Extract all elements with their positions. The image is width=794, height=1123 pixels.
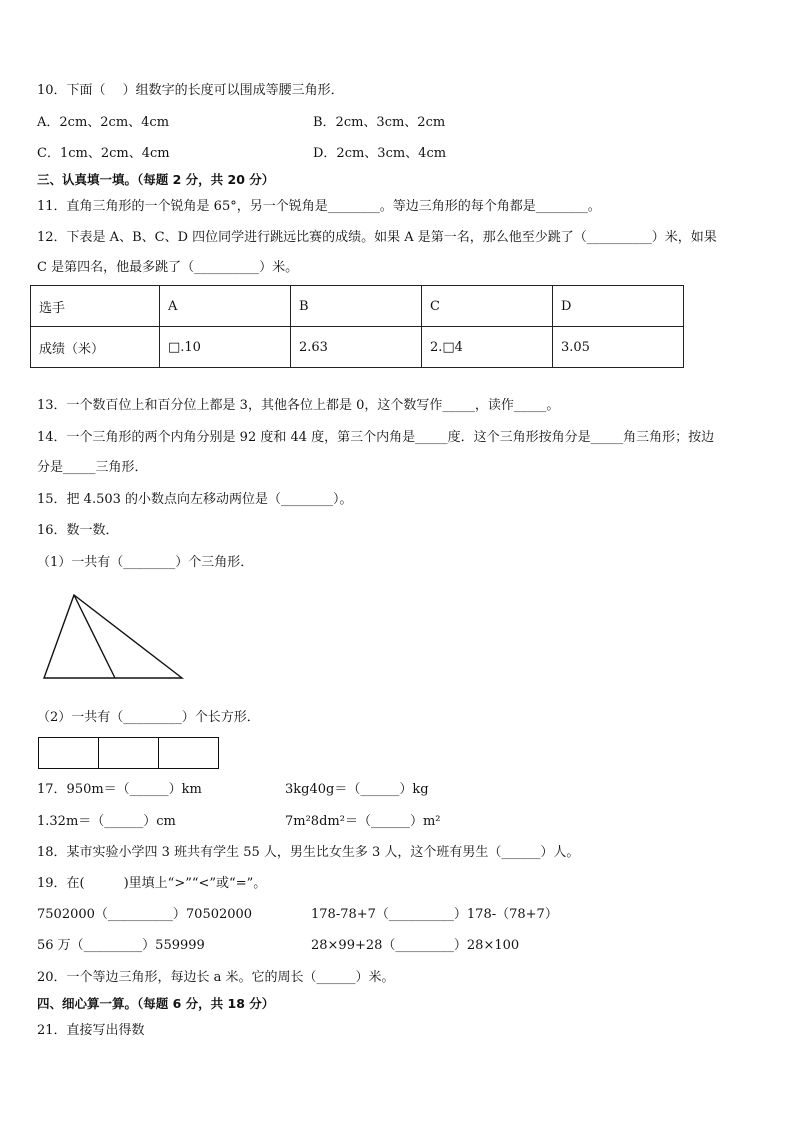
q10-option-a: A．2cm、2cm、4cm xyxy=(37,115,170,130)
q12-line2: C 是第四名，他最多跳了（__________）米。 xyxy=(37,260,299,275)
triangles-figure xyxy=(40,590,186,682)
q14-line2: 分是_____三角形． xyxy=(37,460,148,475)
table-cell: B xyxy=(291,286,422,327)
q16-sub1: （1）一共有（________）个三角形． xyxy=(37,555,254,570)
q17-b: 3kg40g＝（______）kg xyxy=(285,782,429,797)
q19-stem: 19．在( )里填上“>”“<”或“=”。 xyxy=(37,876,267,891)
table-cell: C xyxy=(422,286,553,327)
table-cell: 2.63 xyxy=(291,327,422,368)
table-cell: 成绩（米） xyxy=(31,327,160,368)
q10-option-d: D．2cm、3cm、4cm xyxy=(313,146,447,161)
q16-sub2: （2）一共有（_________）个长方形． xyxy=(37,710,260,725)
outer-triangle xyxy=(44,595,182,678)
q10-option-b: B．2cm、3cm、2cm xyxy=(313,115,446,130)
q10-stem: 10．下面（ ）组数字的长度可以围成等腰三角形． xyxy=(37,83,344,98)
q12-line1: 12．下表是 A、B、C、D 四位同学进行跳远比赛的成绩。如果 A 是第一名，那么他至少跳了（__________）米，如果 xyxy=(37,230,717,245)
q17-d: 7m²8dm²＝（______）m² xyxy=(285,814,441,829)
table-cell: 3.05 xyxy=(553,327,684,368)
q10-option-c: C．1cm、2cm、4cm xyxy=(37,146,170,161)
q13: 13．一个数百位上和百分位上都是 3，其他各位上都是 0，这个数写作_____，读作_____。 xyxy=(37,398,560,413)
scores-table xyxy=(30,285,684,368)
q15: 15．把 4.503 的小数点向左移动两位是（________）。 xyxy=(37,492,353,507)
q17-a: 17．950m＝（______）km xyxy=(37,782,202,797)
q20: 20．一个等边三角形，每边长 a 米。它的周长（______）米。 xyxy=(37,970,395,985)
q19-d: 28×99+28（_________）28×100 xyxy=(311,938,520,953)
table-cell: 2.□4 xyxy=(422,327,553,368)
rectangles-figure xyxy=(38,737,219,769)
table-row xyxy=(31,286,684,327)
q11: 11．直角三角形的一个锐角是 65°，另一个锐角是________。等边三角形的每个角都是________。 xyxy=(37,199,601,214)
q14-line1: 14．一个三角形的两个内角分别是 92 度和 44 度，第三个内角是_____度．这个三角形按角分是_____角三角形；按边 xyxy=(37,430,715,445)
rectangle-cell xyxy=(159,738,218,768)
rectangle-cell xyxy=(99,738,159,768)
table-cell: 选手 xyxy=(31,286,160,327)
table-cell: D xyxy=(553,286,684,327)
section4-heading: 四、细心算一算。（每题 6 分，共 18 分） xyxy=(37,996,275,1011)
q16-stem: 16．数一数． xyxy=(37,523,119,538)
rectangle-cell xyxy=(39,738,99,768)
q17-c: 1.32m＝（______）cm xyxy=(37,814,176,829)
inner-segment xyxy=(74,595,115,678)
table-row xyxy=(31,327,684,368)
table-cell: □.10 xyxy=(160,327,291,368)
q19-c: 56 万（_________）559999 xyxy=(37,938,205,953)
q21: 21．直接写出得数 xyxy=(37,1023,145,1038)
section3-heading: 三、认真填一填。（每题 2 分，共 20 分） xyxy=(37,172,275,187)
q18: 18．某市实验小学四 3 班共有学生 55 人，男生比女生多 3 人，这个班有男生（______）人。 xyxy=(37,845,580,860)
table-cell: A xyxy=(160,286,291,327)
q19-b: 178-78+7（__________）178-（78+7） xyxy=(311,907,558,922)
q19-a: 7502000（__________）70502000 xyxy=(37,907,253,922)
